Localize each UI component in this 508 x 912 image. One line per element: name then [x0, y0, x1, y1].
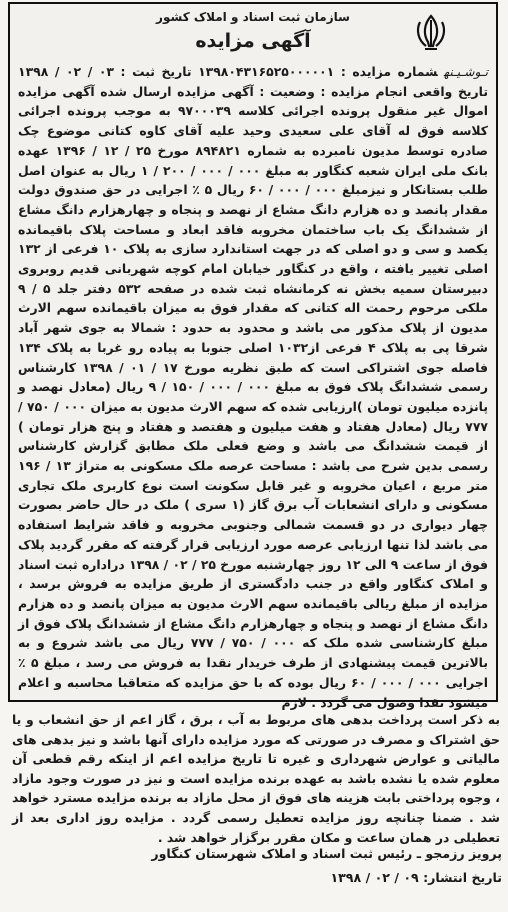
newspaper-brand-mark: تـوشـیـنه — [443, 64, 489, 79]
auction-notice-box — [8, 2, 498, 710]
notice-body-text: شماره مزایده : ۱۳۹۸۰۴۳۱۶۵۲۵۰۰۰۰۰۱ تاریخ ثبت : ۰۳ / ۰۲ / ۱۳۹۸ تاریخ واقعی انجام مزایده : وضعیت : آگهی مزایده ارسال شده آگهی مزایده اموال غیر منقول پرونده اجرائی کلاسه ۹۷۰۰۰۳۹ به موجب پرونده اجرائی کلاسه فوق له آقای علی سعیدی وحید علیه آقای کاوه کتانی موضوع چک صادره توسط مدیون نامبرده به شماره ۸۹۴۸۲۱ مورخ ۲۵ / ۱۲ / ۱۳۹۶ عهده بانک ملی ایران شعبه کنگاور به مبلغ ۰۰۰ / ۰۰۰ / ۲۰۰ / ۱ ریال به عنوان اصل طلب بستانکار و نیزمبلغ ۰۰۰ / ۰۰۰ / ۶۰ ریال ۵ ٪ اجرایی در حق صندوق دولت مقدار پانصد و ده هزارم دانگ مشاع از نهصد و پنجاه و چهارهزارم دانگ مشاع از ششدانگ یک باب ساختمان مخروبه فاقد ابعاد و مساحت پلاک باقیمانده یکصد و سی و دو اصلی که در جهت استاندارد سازی به پلاک ۱۰ فرعی از ۱۳۲ اصلی تغییر یافته ، واقع در کنگاور خیابان امام کوچه شهربانی قدیم روبروی دبیرستان سمیه بخش نه کرمانشاه ثبت شده در صفحه ۵۳۲ دفتر جلد ۵ / ۹ ملکی مرحوم رحمت اله کتانی که مقدار فوق به میزان باقیمانده سهم الارث مدیون از پلاک مذکور می باشد و محدود به حدود : شمالا به جوی شهر آباد شرقا پی به پلاک ۴ فرعی از۱۰۳۲ اصلی جنوبا به پیاده رو غربا به پلاک ۱۳۴ فاصله جوی اشتراکی است که طبق نظریه مورخ ۱۷ / ۰۱ / ۱۳۹۸ کارشناس رسمی ششدانگ پلاک فوق به مبلغ ۰۰۰ / ۰۰۰ / ۱۵۰ / ۹ ریال (معادل نهصد و پانزده میلیون تومان )ارزیابی شده که سهم الارث مدیون به میزان ۰۰۰ / ۷۵۰ / ۷۷۷ ریال (معادل هفتاد و هفت میلیون و هفتصد و هفتاد و پنج هزار تومان ) از قیمت ششدانگ می باشد و وضع فعلی ملک مطابق گزارش کارشناس رسمی بدین شرح می باشد : مساحت عرصه ملک مسکونی به متراژ ۱۳ / ۱۹۶ متر مربع ، اعیان مخروبه و غیر قابل سکونت است نوع کاربری ملک تجاری مسکونی و دارای انشعابات آب برق گاز (۱ سری ) ملک در حال حاضر بصورت چهار دیواری در دو قسمت شمالی وجنوبی مخروبه و فاقد شرایط استفاده می باشد لذا تنها ارزیابی عرصه مورد ارزیابی قرار گرفته که مقرر گردید پلاک فوق از ساعت ۹ الی ۱۲ روز چهارشنبه مورخ ۲۵ / ۰۲ / ۱۳۹۸ دراداره ثبت اسناد و املاک کنگاور واقع در جنب دادگستری از طریق مزایده به فروش برسد ، مزایده از مبلغ ریالی باقیمانده سهم الارث مدیون به میزان پانصد و ده هزارم دانگ مشاع از نهصد و پنجاه و چهارهزارم دانگ مشاع از ششدانگ پلاک فوق از مبلغ کارشناسی شده ملک که ۰۰۰ / ۷۵۰ / ۷۷۷ ریال می باشد شروع و به بالاترین قیمت پیشنهادی از طرف خریدار نقدا به فروش می رسد ، مبلغ ۵ ٪ اجرایی ۰۰۰ / ۰۰۰ / ۶۰ ریال بوده که با حق مزایده که متعاقبا محاسبه و اعلام میشود نقدا وصول می گردد . لازم — [18, 64, 489, 710]
notice-header — [10, 4, 496, 62]
notice-continuation: به ذکر است پرداخت بدهی های مربوط به آب ، برق ، گاز اعم از حق انشعاب و یا حق اشتراک و مصرف در صورتی که مورد مزایده دارای آنها باشد و نیز بدهی های مالیاتی و عوارض شهرداری و غیره تا تاریخ مزایده اعم از اینکه رقم قطعی آن معلوم شده یا نشده باشد به عهده برنده مزایده است و نیز در صورت وجود مازاد ، وجوه پرداختی بابت هزینه های فوق از محل مازاد به برنده مزایده مسترد خواهد شد . ضمنا چنانچه روز مزایده تعطیل رسمی گردد . مزایده روز اداری بعد از تعطیلی در همان ساعت و مکان مقرر برگزار خواهد شد . — [12, 712, 500, 845]
signature-line: پرویز رزمجو ـ رئیس ثبت اسناد و املاک شهرستان کنگاور — [151, 846, 502, 861]
org-name: سازمان ثبت اسناد و املاک کشور — [156, 10, 350, 24]
notice-title: آگهی مزایده — [195, 30, 311, 52]
notice-body — [10, 62, 496, 712]
publication-date: تاریخ انتشار: ۰۹ / ۰۲ / ۱۳۹۸ — [330, 870, 502, 885]
